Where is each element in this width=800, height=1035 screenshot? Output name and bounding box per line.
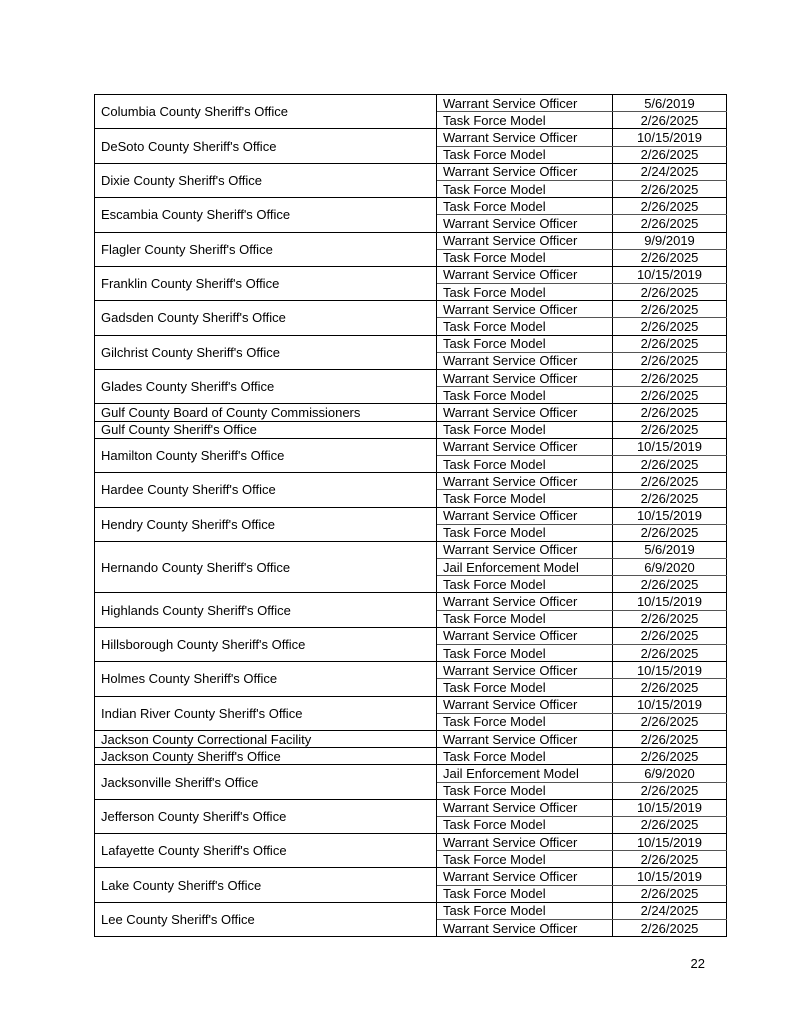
table-row — [95, 404, 727, 421]
agreement-date-cell: 2/26/2025 — [613, 215, 727, 232]
agency-name-cell: Flagler County Sheriff's Office — [95, 232, 437, 266]
agreement-model-cell: Task Force Model — [437, 198, 613, 215]
agreement-model-cell: Warrant Service Officer — [437, 662, 613, 679]
agency-name-cell: Glades County Sheriff's Office — [95, 370, 437, 404]
agreement-date-cell: 6/9/2020 — [613, 765, 727, 782]
agreement-model-cell: Task Force Model — [437, 249, 613, 266]
agreements-table — [94, 94, 727, 937]
agreement-date-cell: 10/15/2019 — [613, 507, 727, 524]
agreement-date-cell: 2/26/2025 — [613, 249, 727, 266]
agency-name-cell: Jefferson County Sheriff's Office — [95, 799, 437, 833]
agency-name-cell: Lee County Sheriff's Office — [95, 902, 437, 936]
table-row — [95, 730, 727, 747]
table-row — [95, 163, 727, 180]
agreement-model-cell: Warrant Service Officer — [437, 370, 613, 387]
agreement-model-cell: Task Force Model — [437, 782, 613, 799]
table-row — [95, 593, 727, 610]
agreement-date-cell: 2/26/2025 — [613, 284, 727, 301]
agreement-model-cell: Task Force Model — [437, 645, 613, 662]
agreement-model-cell: Warrant Service Officer — [437, 541, 613, 558]
agreement-model-cell: Jail Enforcement Model — [437, 765, 613, 782]
agreement-model-cell: Warrant Service Officer — [437, 404, 613, 421]
agreement-model-cell: Warrant Service Officer — [437, 352, 613, 369]
agreement-date-cell: 10/15/2019 — [613, 834, 727, 851]
table-row — [95, 421, 727, 438]
agency-name-cell: Columbia County Sheriff's Office — [95, 95, 437, 129]
table-row — [95, 266, 727, 283]
agreement-date-cell: 2/26/2025 — [613, 610, 727, 627]
agreement-model-cell: Warrant Service Officer — [437, 266, 613, 283]
table-row — [95, 627, 727, 644]
table-row — [95, 662, 727, 679]
agency-name-cell: Jackson County Sheriff's Office — [95, 748, 437, 765]
agreement-date-cell: 2/24/2025 — [613, 163, 727, 180]
agreement-model-cell: Task Force Model — [437, 885, 613, 902]
agreement-model-cell: Task Force Model — [437, 748, 613, 765]
table-row — [95, 129, 727, 146]
agency-name-cell: DeSoto County Sheriff's Office — [95, 129, 437, 163]
table-row — [95, 232, 727, 249]
agreement-date-cell: 10/15/2019 — [613, 662, 727, 679]
agency-name-cell: Jacksonville Sheriff's Office — [95, 765, 437, 799]
agreement-model-cell: Task Force Model — [437, 180, 613, 197]
agency-name-cell: Holmes County Sheriff's Office — [95, 662, 437, 696]
agreement-model-cell: Task Force Model — [437, 112, 613, 129]
agreement-date-cell: 2/26/2025 — [613, 713, 727, 730]
table-row — [95, 95, 727, 112]
agency-name-cell: Gadsden County Sheriff's Office — [95, 301, 437, 335]
agency-name-cell: Hernando County Sheriff's Office — [95, 541, 437, 593]
agreement-model-cell: Warrant Service Officer — [437, 95, 613, 112]
agency-name-cell: Gulf County Board of County Commissioners — [95, 404, 437, 421]
agency-name-cell: Gulf County Sheriff's Office — [95, 421, 437, 438]
agreement-date-cell: 2/26/2025 — [613, 885, 727, 902]
agency-name-cell: Dixie County Sheriff's Office — [95, 163, 437, 197]
agreement-model-cell: Task Force Model — [437, 576, 613, 593]
table-row — [95, 507, 727, 524]
agreement-date-cell: 2/26/2025 — [613, 180, 727, 197]
agreement-model-cell: Task Force Model — [437, 851, 613, 868]
agreement-date-cell: 2/26/2025 — [613, 816, 727, 833]
agreement-model-cell: Warrant Service Officer — [437, 473, 613, 490]
agreement-date-cell: 2/26/2025 — [613, 679, 727, 696]
agreement-date-cell: 2/24/2025 — [613, 902, 727, 919]
table-row — [95, 541, 727, 558]
agreement-model-cell: Warrant Service Officer — [437, 507, 613, 524]
agreement-date-cell: 2/26/2025 — [613, 524, 727, 541]
agency-name-cell: Indian River County Sheriff's Office — [95, 696, 437, 730]
agreement-date-cell: 2/26/2025 — [613, 301, 727, 318]
agreement-date-cell: 2/26/2025 — [613, 318, 727, 335]
agreement-date-cell: 2/26/2025 — [613, 627, 727, 644]
table-row — [95, 301, 727, 318]
agreement-model-cell: Warrant Service Officer — [437, 232, 613, 249]
agency-name-cell: Hillsborough County Sheriff's Office — [95, 627, 437, 661]
agreement-date-cell: 2/26/2025 — [613, 198, 727, 215]
agency-name-cell: Highlands County Sheriff's Office — [95, 593, 437, 627]
agency-name-cell: Hamilton County Sheriff's Office — [95, 438, 437, 472]
agreement-date-cell: 6/9/2020 — [613, 559, 727, 576]
table-row — [95, 748, 727, 765]
agreement-model-cell: Task Force Model — [437, 490, 613, 507]
agreement-date-cell: 10/15/2019 — [613, 266, 727, 283]
table-row — [95, 696, 727, 713]
agreement-model-cell: Task Force Model — [437, 421, 613, 438]
agreement-date-cell: 2/26/2025 — [613, 404, 727, 421]
agreement-model-cell: Task Force Model — [437, 387, 613, 404]
agreement-date-cell: 2/26/2025 — [613, 782, 727, 799]
agreement-model-cell: Task Force Model — [437, 816, 613, 833]
agreement-model-cell: Warrant Service Officer — [437, 627, 613, 644]
agreement-model-cell: Task Force Model — [437, 335, 613, 352]
agreement-date-cell: 10/15/2019 — [613, 868, 727, 885]
agency-name-cell: Franklin County Sheriff's Office — [95, 266, 437, 300]
agreement-model-cell: Task Force Model — [437, 146, 613, 163]
agreement-model-cell: Warrant Service Officer — [437, 215, 613, 232]
agreement-model-cell: Warrant Service Officer — [437, 799, 613, 816]
agreement-date-cell: 2/26/2025 — [613, 455, 727, 472]
agreement-date-cell: 10/15/2019 — [613, 438, 727, 455]
agreement-date-cell: 2/26/2025 — [613, 352, 727, 369]
agency-name-cell: Escambia County Sheriff's Office — [95, 198, 437, 232]
agreement-date-cell: 10/15/2019 — [613, 593, 727, 610]
agreement-model-cell: Task Force Model — [437, 610, 613, 627]
agreement-model-cell: Jail Enforcement Model — [437, 559, 613, 576]
table-row — [95, 370, 727, 387]
agreement-model-cell: Warrant Service Officer — [437, 730, 613, 747]
agency-name-cell: Gilchrist County Sheriff's Office — [95, 335, 437, 369]
agreement-date-cell: 2/26/2025 — [613, 645, 727, 662]
agreement-date-cell: 2/26/2025 — [613, 576, 727, 593]
agreement-model-cell: Task Force Model — [437, 524, 613, 541]
agency-name-cell: Lafayette County Sheriff's Office — [95, 834, 437, 868]
agreement-date-cell: 2/26/2025 — [613, 146, 727, 163]
agreement-model-cell: Warrant Service Officer — [437, 593, 613, 610]
agreement-model-cell: Warrant Service Officer — [437, 438, 613, 455]
table-row — [95, 335, 727, 352]
agreement-model-cell: Task Force Model — [437, 455, 613, 472]
table-row — [95, 438, 727, 455]
agency-name-cell: Lake County Sheriff's Office — [95, 868, 437, 902]
agency-name-cell: Hardee County Sheriff's Office — [95, 473, 437, 507]
agency-name-cell: Jackson County Correctional Facility — [95, 730, 437, 747]
agreement-date-cell: 5/6/2019 — [613, 95, 727, 112]
agreement-date-cell: 2/26/2025 — [613, 370, 727, 387]
agreement-model-cell: Task Force Model — [437, 902, 613, 919]
agreement-date-cell: 2/26/2025 — [613, 748, 727, 765]
page-number: 22 — [690, 956, 705, 971]
table-row — [95, 473, 727, 490]
agreement-date-cell: 2/26/2025 — [613, 335, 727, 352]
agreement-date-cell: 10/15/2019 — [613, 129, 727, 146]
agreement-date-cell: 2/26/2025 — [613, 387, 727, 404]
agency-name-cell: Hendry County Sheriff's Office — [95, 507, 437, 541]
agreement-model-cell: Warrant Service Officer — [437, 129, 613, 146]
agreement-model-cell: Warrant Service Officer — [437, 163, 613, 180]
table-row — [95, 765, 727, 782]
table-row — [95, 834, 727, 851]
agreement-model-cell: Warrant Service Officer — [437, 696, 613, 713]
agreement-model-cell: Task Force Model — [437, 679, 613, 696]
agreement-date-cell: 2/26/2025 — [613, 730, 727, 747]
agreement-model-cell: Task Force Model — [437, 713, 613, 730]
agreement-date-cell: 2/26/2025 — [613, 421, 727, 438]
agreement-date-cell: 2/26/2025 — [613, 112, 727, 129]
table-row — [95, 868, 727, 885]
agreement-date-cell: 10/15/2019 — [613, 799, 727, 816]
agreement-model-cell: Warrant Service Officer — [437, 301, 613, 318]
agreement-date-cell: 2/26/2025 — [613, 490, 727, 507]
agreement-model-cell: Task Force Model — [437, 284, 613, 301]
table-row — [95, 198, 727, 215]
agreement-model-cell: Warrant Service Officer — [437, 868, 613, 885]
agreement-date-cell: 2/26/2025 — [613, 920, 727, 937]
agreement-model-cell: Task Force Model — [437, 318, 613, 335]
agreement-date-cell: 5/6/2019 — [613, 541, 727, 558]
agreement-model-cell: Warrant Service Officer — [437, 834, 613, 851]
agreement-date-cell: 2/26/2025 — [613, 851, 727, 868]
agreement-date-cell: 10/15/2019 — [613, 696, 727, 713]
table-row — [95, 902, 727, 919]
agreement-model-cell: Warrant Service Officer — [437, 920, 613, 937]
table-row — [95, 799, 727, 816]
agreement-date-cell: 9/9/2019 — [613, 232, 727, 249]
agreement-date-cell: 2/26/2025 — [613, 473, 727, 490]
